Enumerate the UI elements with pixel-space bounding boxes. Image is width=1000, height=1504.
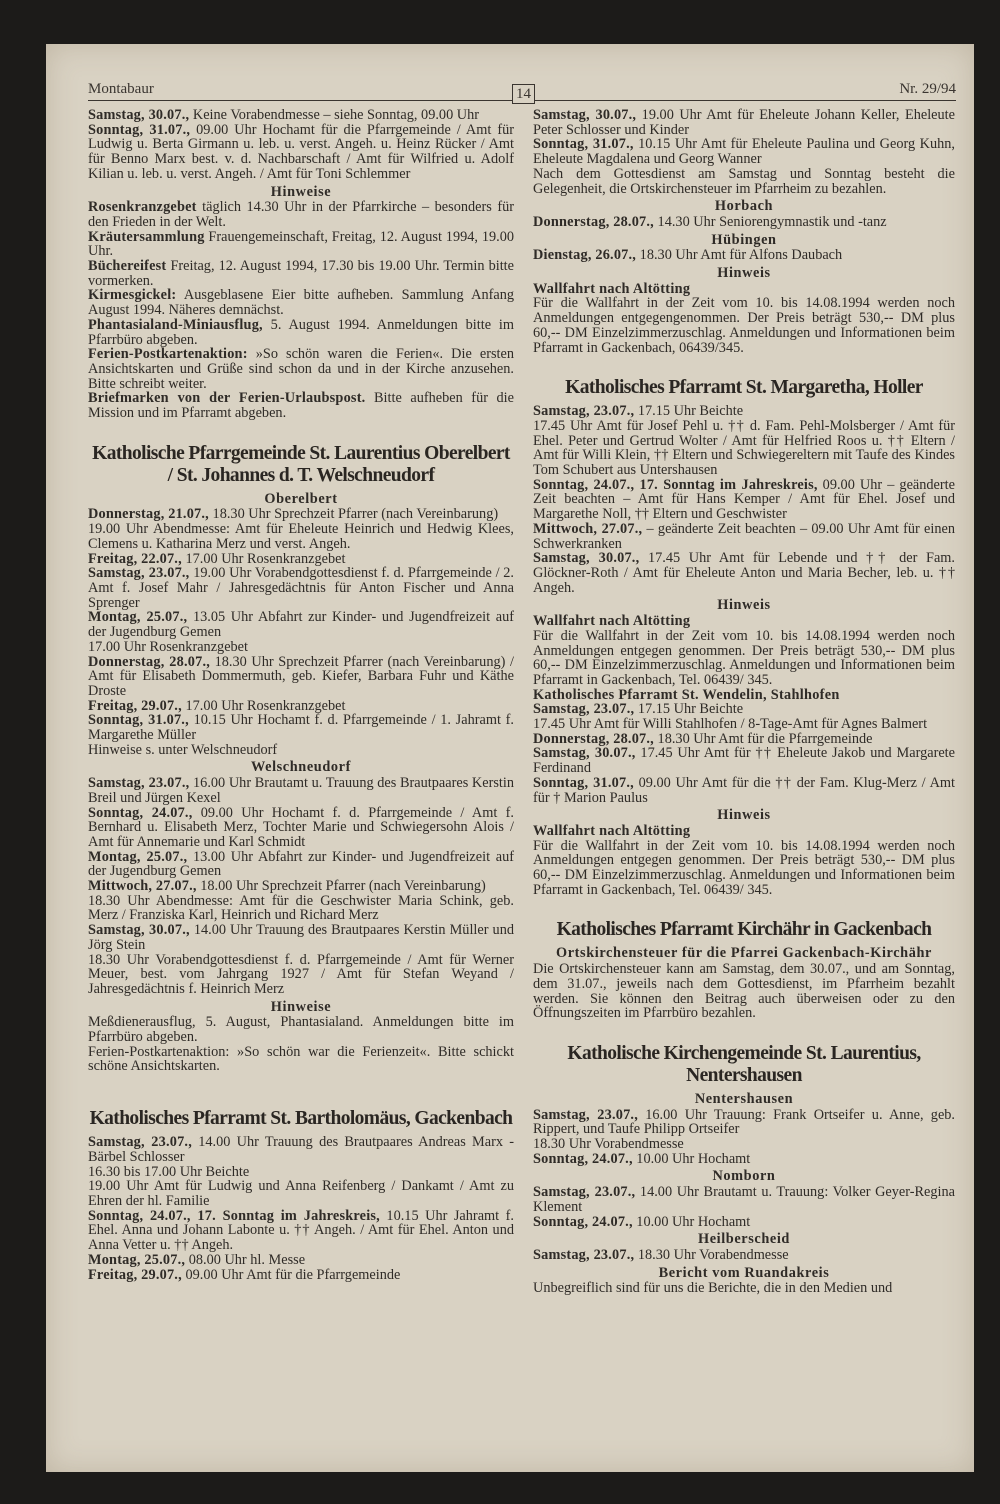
- entry-text: Hinweise s. unter Welschneudorf: [88, 741, 278, 758]
- notice-entry: [88, 1045, 514, 1074]
- notice-entry: [88, 713, 514, 742]
- notice-entry: [88, 640, 514, 655]
- entry-date-lead: Sonntag, 31.07.,: [88, 712, 189, 729]
- entry-date-lead: Samstag, 30.07.,: [533, 550, 640, 567]
- entry-date-lead: Briefmarken von der Ferien-Urlaubspost.: [88, 390, 366, 407]
- entry-date-lead: Samstag, 23.07.,: [533, 1247, 635, 1263]
- section-heading: Katholisches Pfarramt St. Bartholomäus, Gackenbach: [89, 1108, 513, 1130]
- page-number: 14: [512, 84, 535, 104]
- entry-text: Unbegreiflich sind für uns die Berichte, die in den Medien und: [533, 1280, 893, 1297]
- entry-text: 19.00 Uhr Amt für Ludwig und Anna Reifenberg / Dankamt / Amt zu Ehren der hl. Familie: [88, 1178, 514, 1209]
- entry-text: Freitag, 12. August 1994, 17.30 bis 19.00 Uhr. Termin bitte vormerken.: [88, 258, 514, 289]
- bold-title: Wallfahrt nach Altötting: [533, 280, 691, 297]
- entry-text: 14.00 Uhr Brautamt u. Trauung: Volker Geyer-Regina Klement: [533, 1184, 955, 1215]
- entry-date-lead: Sonntag, 24.07.,: [533, 1213, 633, 1230]
- notice-entry: [533, 215, 955, 230]
- subheading: Horbach: [714, 198, 774, 215]
- subheading: Heilberscheid: [698, 1231, 790, 1248]
- notice-entry: [88, 806, 514, 850]
- entry-text: Frauengemeinschaft, Freitag, 12. August 1994, 19.00 Uhr.: [88, 228, 514, 260]
- notice-entry: [533, 629, 955, 688]
- entry-text: 09.00 Uhr Amt für die †† der Fam. Klug-Merz / Amt für † Marion Paulus: [533, 774, 955, 806]
- subheading: Hinweise: [270, 998, 332, 1015]
- entry-text: 18.30 Uhr Vorabendmesse: [634, 1247, 789, 1263]
- entry-text: 14.00 Uhr Trauung des Brautpaares Kerstin Müller und Jörg Stein: [88, 922, 515, 953]
- entry-text: Ausgeblasene Eier bitte aufheben. Sammlung Anfang August 1994. Näheres demnächst.: [88, 287, 514, 319]
- entry-text: 13.00 Uhr Abfahrt zur Kinder- und Jugendfreizeit auf der Jugendburg Gemen: [88, 848, 514, 880]
- notice-entry: [88, 743, 514, 758]
- notice-entry: [533, 419, 955, 478]
- notice-entry: [533, 551, 955, 595]
- entry-date-lead: Sonntag, 24.07., 17. Sonntag im Jahreskreis,: [533, 476, 818, 493]
- entry-text: 17.45 Uhr Amt für Lebende und †† der Fam. Glöckner-Roth / Amt für Eheleute Anton und Maria Becher, leb. u. †† Angeh.: [533, 550, 956, 596]
- notice-entry: [533, 732, 955, 747]
- notice-entry: [88, 507, 514, 522]
- subheading: Nomborn: [712, 1168, 776, 1185]
- entry-date-lead: Samstag, 23.07.,: [533, 1106, 638, 1123]
- entry-text: 09.00 Uhr Hochamt f. d. Pfarrgemeinde / Amt f. Bernhard u. Elisabeth Merz, Tochter Marie und Schwiegersohn Alois / Amt für Annemarie und Karl Schmidt: [88, 804, 514, 850]
- bold-title: Wallfahrt nach Altötting: [533, 822, 691, 839]
- entry-date-lead: Donnerstag, 21.07.,: [88, 506, 209, 523]
- entry-date-lead: Samstag, 30.07.,: [533, 107, 637, 123]
- entry-date-lead: Freitag, 29.07.,: [88, 697, 182, 714]
- entry-date-lead: Montag, 25.07.,: [88, 848, 188, 865]
- entry-date-lead: Samstag, 30.07.,: [533, 745, 636, 762]
- entry-text: 14.00 Uhr Trauung des Brautpaares Andreas Marx - Bärbel Schlosser: [88, 1134, 515, 1165]
- entry-date-lead: Kirmesgickel:: [88, 287, 177, 304]
- notice-entry: [88, 776, 514, 805]
- entry-date-lead: Samstag, 30.07.,: [88, 922, 190, 939]
- notice-entry: [88, 610, 514, 639]
- notice-entry: [88, 1268, 514, 1283]
- entry-text: – geänderte Zeit beachten – 09.00 Uhr Amt für einen Schwerkranken: [533, 520, 956, 552]
- notice-entry: [88, 923, 514, 952]
- entry-date-lead: Büchereifest: [88, 258, 167, 275]
- entry-text: Bitte aufheben für die Mission und im Pfarramt abgeben.: [88, 390, 514, 422]
- entry-date-lead: Samstag, 23.07.,: [88, 1134, 192, 1151]
- notice-entry: [88, 1209, 514, 1253]
- subheading: Hinweise: [270, 183, 332, 200]
- entry-text: 08.00 Uhr hl. Messe: [185, 1251, 306, 1268]
- entry-text: »So schön waren die Ferien«. Die ersten Ansichtskarten und Grüße sind schon da und in der Kirche anzusehen. Bitte schreibt weiter.: [88, 346, 514, 392]
- notice-entry: [88, 259, 514, 288]
- notice-entry: [533, 167, 955, 196]
- entry-date-lead: Samstag, 23.07.,: [88, 775, 190, 792]
- notice-entry: [533, 522, 955, 551]
- subheading: Bericht vom Ruandakreis: [658, 1264, 830, 1281]
- entry-text: 10.00 Uhr Hochamt: [632, 1150, 751, 1167]
- notice-entry: [533, 1137, 955, 1152]
- entry-text: 10.15 Uhr Jahramt f. Ehel. Anna und Johann Labonte u. †† Angeh. / Amt für Ehel. Anton und Anna Vetter u. †† Angeh.: [88, 1207, 514, 1254]
- issue-number: Nr. 29/94: [899, 81, 956, 97]
- entry-date-lead: Rosenkranzgebet: [88, 199, 197, 216]
- entry-text: täglich 14.30 Uhr in der Pfarrkirche – besonders für den Frieden in der Welt.: [88, 199, 514, 230]
- entry-text: 17.00 Uhr Rosenkranzgebet: [181, 550, 346, 567]
- notice-entry: [533, 776, 955, 805]
- entry-text: 18.30 Uhr Amt für Alfons Daubach: [636, 247, 843, 264]
- notice-entry: [88, 318, 514, 347]
- bold-title: Katholisches Pfarramt St. Wendelin, Stahlhofen: [533, 686, 840, 703]
- subheading: Hinweis: [717, 807, 771, 824]
- entry-date-lead: Phantasialand-Miniausflug,: [88, 316, 263, 333]
- entry-text: 17.15 Uhr Beichte: [634, 403, 744, 420]
- entry-date-lead: Sonntag, 31.07.,: [533, 774, 634, 791]
- notice-entry: [533, 1281, 955, 1296]
- notice-entry: [533, 296, 955, 355]
- notice-entry: [533, 1248, 955, 1263]
- notice-entry: [533, 746, 955, 775]
- notice-entry: [533, 702, 955, 717]
- notice-entry: [88, 200, 514, 229]
- notice-entry: [88, 850, 514, 879]
- entry-text: 18.00 Uhr Sprechzeit Pfarrer (nach Vereinbarung): [196, 878, 486, 895]
- notice-entry: [88, 552, 514, 567]
- section-heading: Katholisches Pfarramt St. Margaretha, Holler: [565, 377, 923, 399]
- entry-date-lead: Montag, 25.07.,: [88, 1251, 186, 1268]
- entry-text: 18.30 Uhr Vorabendmesse: [533, 1136, 684, 1153]
- notice-entry: [533, 962, 955, 1021]
- entry-date-lead: Ferien-Postkartenaktion:: [88, 346, 248, 363]
- notice-entry: [88, 1253, 514, 1268]
- entry-date-lead: Sonntag, 24.07., 17. Sonntag im Jahreskreis,: [88, 1207, 380, 1224]
- entry-text: 09.00 Uhr – geänderte Zeit beachten – Amt für Hans Kemper / Amt für Ehel. Josef und Margarethe Noll, †† Eltern und Geschwister: [533, 476, 955, 523]
- entry-text: Für die Wallfahrt in der Zeit vom 10. bis 14.08.1994 werden noch Anmeldungen entgegen genommen. Der Preis beträgt 530,-- DM plus 60,-- DM Einzelzimmerzuschlag. Anmeldungen und Informationen beim Pfarramt in Gackenbach, Tel. 06439/ 345.: [533, 837, 955, 898]
- notice-entry: [88, 894, 514, 923]
- entry-text: 16.30 bis 17.00 Uhr Beichte: [88, 1163, 250, 1180]
- entry-text: 18.30 Uhr Vorabendgottesdienst f. d. Pfarrgemeinde / Amt für Werner Meuer, best. vom Jahrgang 1927 / Amt für Stefan Weyand / Jahresgedächtnis f. Heinrich Merz: [88, 951, 514, 997]
- notice-entry: [533, 404, 955, 419]
- entry-text: Für die Wallfahrt in der Zeit vom 10. bis 14.08.1994 werden noch Anmeldungen entgegen genommen. Der Preis beträgt 530,-- DM plus 60,-- DM Einzelzimmerzuschlag. Anmeldungen und Informationen beim Pfarramt in Gackenbach, Tel. 06439/ 345.: [533, 627, 955, 688]
- entry-text: 17.15 Uhr Beichte: [634, 701, 744, 718]
- entry-text: 09.00 Uhr Amt für die Pfarrgemeinde: [181, 1266, 401, 1283]
- notice-entry: [533, 1152, 955, 1167]
- entry-text: Ferien-Postkartenaktion: »So schön war die Ferienzeit«. Bitte schickt schöne Ansichtskarten.: [88, 1043, 514, 1075]
- entry-text: 18.30 Uhr Sprechzeit Pfarrer (nach Vereinbarung) / Amt für Elisabeth Dommermuth, geb. Kiefer, Barbara Fuhr und Käthe Droste: [88, 653, 514, 699]
- entry-date-lead: Donnerstag, 28.07.,: [88, 653, 210, 670]
- header-place: Montabaur: [88, 81, 154, 97]
- notice-entry: [88, 391, 514, 420]
- section-heading: Katholisches Pfarramt Kirchähr in Gackenbach: [556, 919, 932, 941]
- entry-date-lead: Sonntag, 31.07.,: [533, 136, 634, 153]
- subheading: Hinweis: [717, 265, 771, 282]
- entry-date-lead: Samstag, 23.07.,: [88, 565, 190, 582]
- entry-text: 19.00 Uhr Amt für Eheleute Johann Keller, Eheleute Peter Schlosser und Kinder: [533, 107, 955, 138]
- entry-text: 16.00 Uhr Brautamt u. Trauung des Brautpaares Kerstin Breil und Jürgen Kexel: [88, 775, 514, 806]
- entry-text: 16.00 Uhr Trauung: Frank Ortseifer u. Anne, geb. Rippert, und Taufe Philipp Ortseifer: [533, 1106, 956, 1138]
- subheading: Ortskirchensteuer für die Pfarrei Gackenbach-Kirchähr: [556, 945, 932, 962]
- entry-date-lead: Mittwoch, 27.07.,: [533, 520, 643, 537]
- entry-date-lead: Mittwoch, 27.07.,: [88, 878, 197, 895]
- notice-entry: [88, 1179, 514, 1208]
- entry-date-lead: Samstag, 23.07.,: [533, 403, 635, 420]
- entry-text: 10.15 Uhr Hochamt f. d. Pfarrgemeinde / 1. Jahramt f. Margarethe Müller: [88, 712, 514, 744]
- entry-text: 18.30 Uhr Amt für die Pfarrgemeinde: [653, 730, 873, 747]
- notice-entry: [88, 288, 514, 317]
- entry-text: Meßdienerausflug, 5. August, Phantasialand. Anmeldungen bitte im Pfarrbüro abgeben.: [88, 1014, 514, 1046]
- entry-text: 17.45 Uhr Amt für Josef Pehl u. †† d. Fam. Pehl-Molsberger / Amt für Ehel. Peter und Gertrud Wolter / Amt für Helfried Roos u. †† Eltern / Amt für Willi Klein, †† Eltern und Schwiegereltern mit Taufe des Kindes Tom Schubert aus Untershausen: [533, 417, 955, 479]
- subheading: Hübingen: [711, 231, 777, 248]
- entry-text: 14.30 Uhr Seniorengymnastik und -tanz: [653, 213, 887, 230]
- notice-entry: [88, 1015, 514, 1044]
- notice-entry: [88, 1135, 514, 1164]
- notice-entry: [88, 108, 514, 123]
- entry-date-lead: Kräutersammlung: [88, 228, 205, 245]
- notice-entry: [88, 655, 514, 699]
- entry-text: Für die Wallfahrt in der Zeit vom 10. bis 14.08.1994 werden noch Anmeldungen entgegengenommen. Der Preis beträgt 530,-- DM plus 60,-- DM Einzelzimmerzuschlag. Anmeldungen und Informationen beim Pfarramt in Gackenbach, 06439/345.: [533, 295, 955, 356]
- subheading: Hinweis: [717, 597, 771, 614]
- entry-text: 17.45 Uhr Amt für Willi Stahlhofen / 8-Tage-Amt für Agnes Balmert: [533, 716, 928, 733]
- notice-entry: [533, 717, 955, 732]
- notice-entry: [533, 478, 955, 522]
- entry-date-lead: Dienstag, 26.07.,: [533, 247, 637, 264]
- entry-text: Keine Vorabendmesse – siehe Sonntag, 09.00 Uhr: [189, 107, 480, 123]
- notice-entry: [533, 839, 955, 898]
- entry-date-lead: Freitag, 22.07.,: [88, 550, 182, 567]
- entry-date-lead: Samstag, 23.07.,: [533, 1184, 636, 1201]
- notice-entry: [533, 108, 955, 137]
- entry-text: 10.15 Uhr Amt für Eheleute Paulina und Georg Kuhn, Eheleute Magdalena und Georg Wanner: [533, 136, 955, 168]
- section-heading: Katholische Kirchengemeinde St. Laurentius, Nentershausen: [567, 1042, 921, 1086]
- entry-text: 18.30 Uhr Sprechzeit Pfarrer (nach Vereinbarung): [208, 506, 499, 523]
- notice-entry: [88, 522, 514, 551]
- entry-text: 10.00 Uhr Hochamt: [632, 1213, 751, 1230]
- entry-date-lead: Montag, 25.07.,: [88, 609, 188, 626]
- notice-entry: [533, 1185, 955, 1214]
- bold-title: Wallfahrt nach Altötting: [533, 613, 691, 630]
- entry-date-lead: Freitag, 29.07.,: [88, 1266, 182, 1283]
- entry-date-lead: Sonntag, 24.07.,: [533, 1150, 633, 1167]
- entry-text: Nach dem Gottesdienst am Samstag und Sonntag besteht die Gelegenheit, die Ortskirchensteuer im Pfarrheim zu bezahlen.: [533, 165, 955, 197]
- notice-entry: [88, 566, 514, 610]
- entry-date-lead: Donnerstag, 28.07.,: [533, 730, 654, 747]
- notice-entry: [88, 879, 514, 894]
- entry-text: 17.00 Uhr Rosenkranzgebet: [181, 697, 346, 714]
- entry-text: 13.05 Uhr Abfahrt zur Kinder- und Jugendfreizeit auf der Jugendburg Gemen: [88, 609, 514, 641]
- notice-entry: [88, 1165, 514, 1180]
- entry-text: 17.00 Uhr Rosenkranzgebet: [88, 638, 249, 655]
- entry-text: 19.00 Uhr Vorabendgottesdienst f. d. Pfarrgemeinde / 2. Amt f. Josef Mahr / Jahresgedächtnis für Anton Fischer und Anna Sprenger: [88, 565, 515, 611]
- notice-entry: [88, 347, 514, 391]
- entry-date-lead: Sonntag, 31.07.,: [88, 121, 191, 138]
- entry-text: Die Ortskirchensteuer kann am Samstag, dem 30.07., und am Sonntag, dem 31.07., jeweils nach dem Gottesdienst, im Pfarrheim bezahlt werden. Sie können den Beitrag auch überweisen oder zu den Öffnungszeiten im Pfarrbüro bezahlen.: [533, 961, 955, 1022]
- entry-text: 5. August 1994. Anmeldungen bitte im Pfarrbüro abgeben.: [88, 316, 514, 348]
- subheading: Nentershausen: [694, 1090, 794, 1107]
- right-column: [533, 108, 955, 1296]
- entry-date-lead: Samstag, 23.07.,: [533, 701, 635, 718]
- entry-text: 17.45 Uhr Amt für †† Eheleute Jakob und Margarete Ferdinand: [533, 745, 955, 777]
- entry-date-lead: Donnerstag, 28.07.,: [533, 213, 654, 230]
- entry-date-lead: Sonntag, 24.07.,: [88, 804, 193, 821]
- section-heading: Katholische Pfarrgemeinde St. Laurentius Oberelbert / St. Johannes d. T. Welschneudorf: [92, 442, 510, 486]
- entry-text: 19.00 Uhr Abendmesse: Amt für Eheleute Heinrich und Hedwig Klees, Clemens u. Katharina Merz und verst. Angeh.: [88, 521, 514, 552]
- left-column: [88, 108, 514, 1282]
- notice-entry: [533, 1108, 955, 1137]
- notice-entry: [88, 230, 514, 259]
- entry-date-lead: Samstag, 30.07.,: [88, 107, 190, 123]
- entry-text: 09.00 Uhr Hochamt für die Pfarrgemeinde / Amt für Ludwig u. Berta Girmann u. leb. u. verst. Angeh. u. Heinz Rücker / Amt für Benno Marx best. v. d. Nachbarschaft / Amt für Wilfried u. Adolf Kilian u. leb. u. verst. Angeh. / Amt für Toni Schlemmer: [88, 121, 514, 182]
- notice-entry: [88, 699, 514, 714]
- spacer: [88, 1074, 514, 1086]
- notice-entry: [88, 123, 514, 182]
- page-header: [88, 78, 956, 101]
- subheading: Oberelbert: [264, 490, 338, 507]
- notice-entry: [88, 953, 514, 997]
- notice-entry: [533, 248, 955, 263]
- notice-entry: [533, 137, 955, 166]
- entry-text: 18.30 Uhr Abendmesse: Amt für die Geschwister Maria Schink, geb. Merz / Franziska Karl, Heinrich und Richard Merz: [88, 892, 514, 924]
- subheading: Welschneudorf: [251, 759, 351, 776]
- notice-entry: [533, 1215, 955, 1230]
